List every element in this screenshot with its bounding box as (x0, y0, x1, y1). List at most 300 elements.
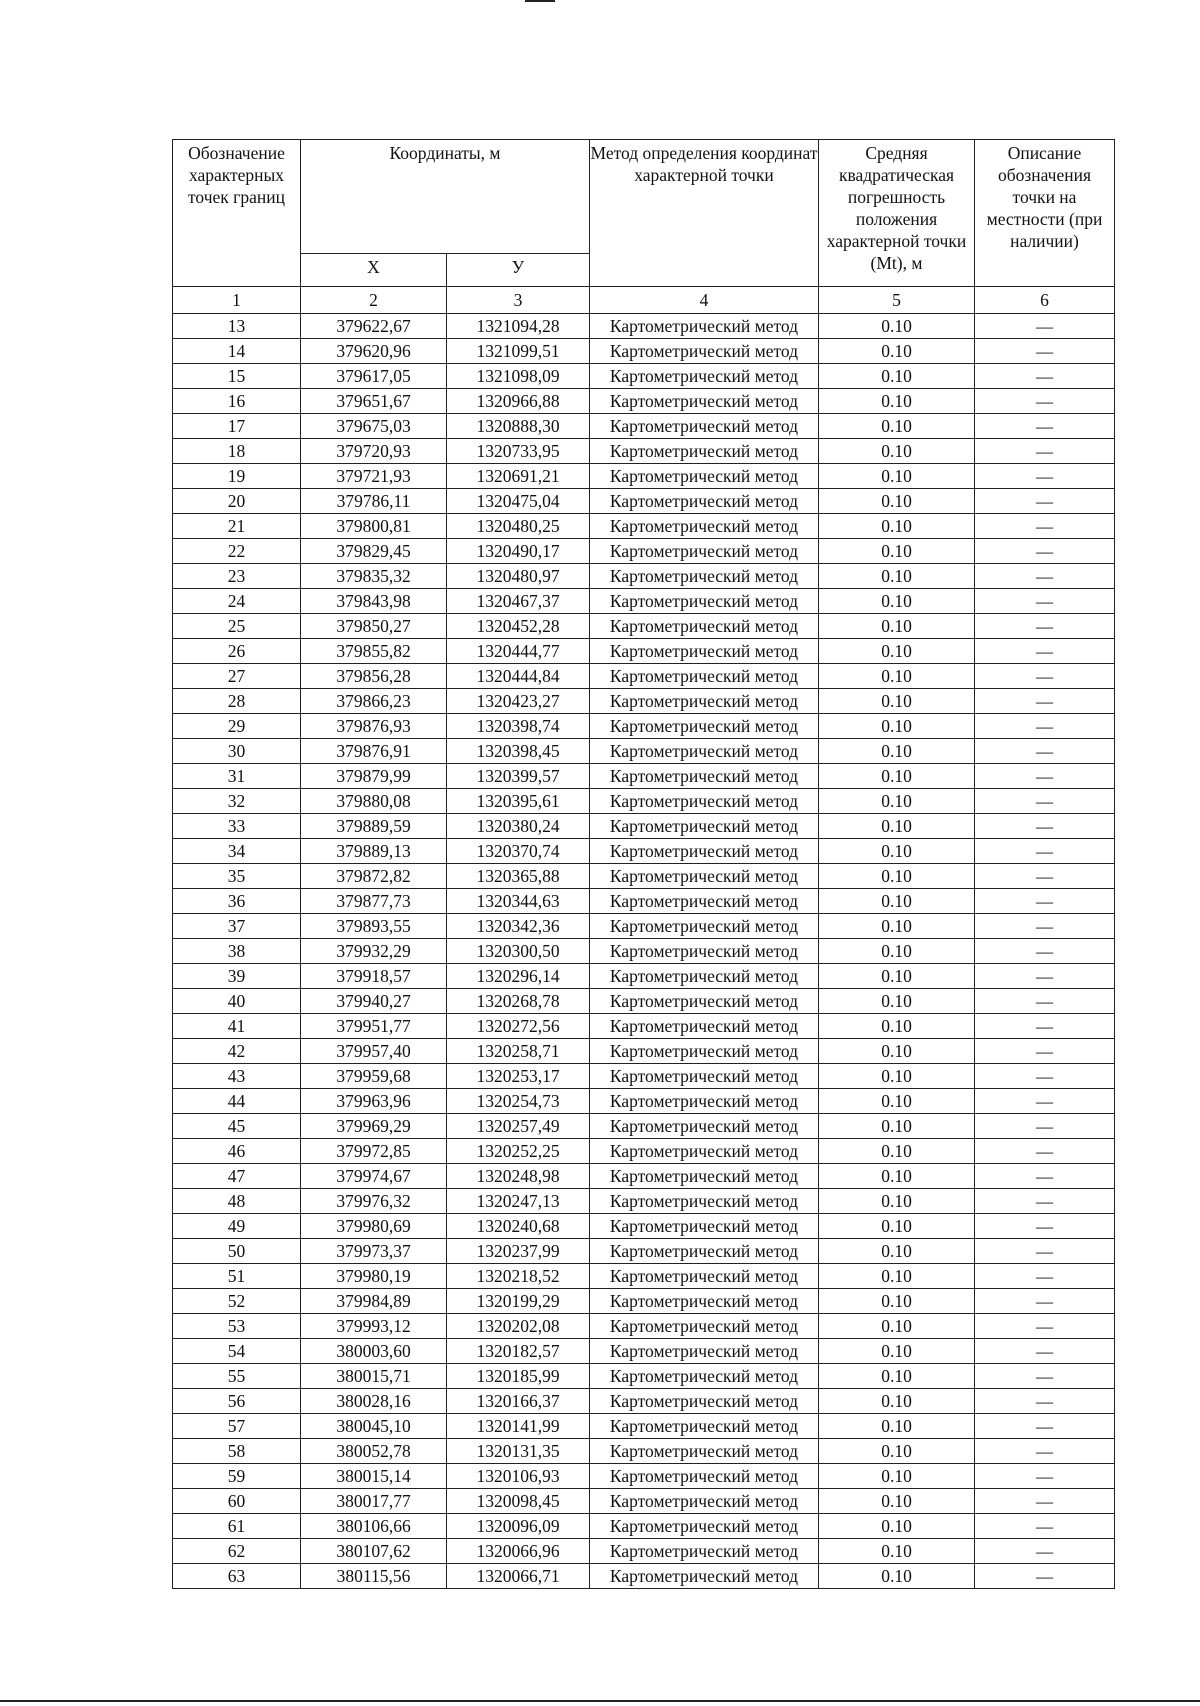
page-top-mark (525, 0, 555, 2)
method-cell: Картометрический метод (590, 1264, 819, 1289)
coord-x-cell: 379720,93 (301, 439, 447, 464)
method-cell: Картометрический метод (590, 614, 819, 639)
point-id-cell: 28 (173, 689, 301, 714)
description-cell: — (975, 864, 1115, 889)
error-cell: 0.10 (819, 339, 975, 364)
error-cell: 0.10 (819, 964, 975, 989)
coord-x-cell: 379972,85 (301, 1139, 447, 1164)
coord-y-cell: 1320182,57 (447, 1339, 590, 1364)
coord-y-cell: 1320365,88 (447, 864, 590, 889)
method-cell: Картометрический метод (590, 1564, 819, 1589)
point-id-cell: 23 (173, 564, 301, 589)
error-cell: 0.10 (819, 789, 975, 814)
point-id-cell: 56 (173, 1389, 301, 1414)
table-row (173, 1114, 1115, 1139)
coord-y-cell: 1320202,08 (447, 1314, 590, 1339)
point-id-cell: 57 (173, 1414, 301, 1439)
table-row (173, 1564, 1115, 1589)
coord-y-cell: 1320096,09 (447, 1514, 590, 1539)
coord-x-cell: 379957,40 (301, 1039, 447, 1064)
description-cell: — (975, 989, 1115, 1014)
point-id-cell: 46 (173, 1139, 301, 1164)
coord-x-cell: 379866,23 (301, 689, 447, 714)
description-cell: — (975, 1064, 1115, 1089)
table-row (173, 489, 1115, 514)
coord-y-cell: 1320257,49 (447, 1114, 590, 1139)
method-cell: Картометрический метод (590, 1214, 819, 1239)
coord-y-cell: 1320240,68 (447, 1214, 590, 1239)
coord-x-cell: 380115,56 (301, 1564, 447, 1589)
error-cell: 0.10 (819, 1014, 975, 1039)
coord-x-cell: 380052,78 (301, 1439, 447, 1464)
table-row (173, 1289, 1115, 1314)
method-cell: Картометрический метод (590, 839, 819, 864)
table-row (173, 889, 1115, 914)
point-id-cell: 47 (173, 1164, 301, 1189)
coord-x-cell: 380045,10 (301, 1414, 447, 1439)
error-cell: 0.10 (819, 564, 975, 589)
method-cell: Картометрический метод (590, 939, 819, 964)
description-cell: — (975, 564, 1115, 589)
coord-x-cell: 379980,19 (301, 1264, 447, 1289)
coord-y-cell: 1320252,25 (447, 1139, 590, 1164)
error-cell: 0.10 (819, 714, 975, 739)
method-cell: Картометрический метод (590, 739, 819, 764)
description-cell: — (975, 964, 1115, 989)
method-cell: Картометрический метод (590, 714, 819, 739)
error-cell: 0.10 (819, 1539, 975, 1564)
method-cell: Картометрический метод (590, 339, 819, 364)
coord-x-cell: 379856,28 (301, 664, 447, 689)
error-cell: 0.10 (819, 1214, 975, 1239)
coord-y-cell: 1320141,99 (447, 1414, 590, 1439)
error-cell: 0.10 (819, 1314, 975, 1339)
point-id-cell: 17 (173, 414, 301, 439)
coord-y-cell: 1320185,99 (447, 1364, 590, 1389)
coord-y-cell: 1320398,74 (447, 714, 590, 739)
table-row (173, 414, 1115, 439)
column-number-row (173, 287, 1115, 314)
error-cell: 0.10 (819, 1139, 975, 1164)
coord-x-cell: 379617,05 (301, 364, 447, 389)
column-number: 5 (819, 287, 975, 314)
point-id-cell: 19 (173, 464, 301, 489)
error-cell: 0.10 (819, 864, 975, 889)
description-cell: — (975, 839, 1115, 864)
method-cell: Картометрический метод (590, 989, 819, 1014)
coord-y-cell: 1320399,57 (447, 764, 590, 789)
method-cell: Картометрический метод (590, 1164, 819, 1189)
coord-y-cell: 1320452,28 (447, 614, 590, 639)
coord-y-cell: 1320370,74 (447, 839, 590, 864)
description-cell: — (975, 739, 1115, 764)
header-y: У (447, 254, 590, 287)
error-cell: 0.10 (819, 989, 975, 1014)
table-row (173, 589, 1115, 614)
table-row (173, 514, 1115, 539)
point-id-cell: 37 (173, 914, 301, 939)
header-coordinates: Координаты, м (301, 140, 590, 254)
header-method: Метод определения координат характерной точки (590, 140, 819, 287)
coord-y-cell: 1320272,56 (447, 1014, 590, 1039)
coordinates-table (172, 139, 1115, 1589)
point-id-cell: 55 (173, 1364, 301, 1389)
error-cell: 0.10 (819, 839, 975, 864)
point-id-cell: 34 (173, 839, 301, 864)
point-id-cell: 60 (173, 1489, 301, 1514)
point-id-cell: 24 (173, 589, 301, 614)
description-cell: — (975, 1214, 1115, 1239)
error-cell: 0.10 (819, 464, 975, 489)
method-cell: Картометрический метод (590, 889, 819, 914)
error-cell: 0.10 (819, 539, 975, 564)
point-id-cell: 18 (173, 439, 301, 464)
table-row (173, 989, 1115, 1014)
error-cell: 0.10 (819, 1089, 975, 1114)
point-id-cell: 53 (173, 1314, 301, 1339)
method-cell: Картометрический метод (590, 539, 819, 564)
method-cell: Картометрический метод (590, 639, 819, 664)
table-row (173, 1539, 1115, 1564)
description-cell: — (975, 1514, 1115, 1539)
method-cell: Картометрический метод (590, 964, 819, 989)
coord-y-cell: 1320490,17 (447, 539, 590, 564)
coord-y-cell: 1320300,50 (447, 939, 590, 964)
coord-x-cell: 379963,96 (301, 1089, 447, 1114)
method-cell: Картометрический метод (590, 689, 819, 714)
coord-x-cell: 379976,32 (301, 1189, 447, 1214)
point-id-cell: 15 (173, 364, 301, 389)
description-cell: — (975, 414, 1115, 439)
coord-y-cell: 1321098,09 (447, 364, 590, 389)
error-cell: 0.10 (819, 414, 975, 439)
coord-x-cell: 380028,16 (301, 1389, 447, 1414)
method-cell: Картометрический метод (590, 464, 819, 489)
error-cell: 0.10 (819, 1389, 975, 1414)
coord-x-cell: 379893,55 (301, 914, 447, 939)
coord-y-cell: 1320691,21 (447, 464, 590, 489)
error-cell: 0.10 (819, 389, 975, 414)
column-number: 4 (590, 287, 819, 314)
method-cell: Картометрический метод (590, 1414, 819, 1439)
coord-y-cell: 1320098,45 (447, 1489, 590, 1514)
table-row (173, 464, 1115, 489)
table-row (173, 1464, 1115, 1489)
table-row (173, 1214, 1115, 1239)
description-cell: — (975, 1239, 1115, 1264)
point-id-cell: 27 (173, 664, 301, 689)
error-cell: 0.10 (819, 1439, 975, 1464)
error-cell: 0.10 (819, 639, 975, 664)
point-id-cell: 30 (173, 739, 301, 764)
coord-x-cell: 379918,57 (301, 964, 447, 989)
point-id-cell: 25 (173, 614, 301, 639)
coord-y-cell: 1320395,61 (447, 789, 590, 814)
point-id-cell: 21 (173, 514, 301, 539)
coord-y-cell: 1320444,84 (447, 664, 590, 689)
table-row (173, 1239, 1115, 1264)
method-cell: Картометрический метод (590, 314, 819, 339)
coord-y-cell: 1320733,95 (447, 439, 590, 464)
coord-y-cell: 1320199,29 (447, 1289, 590, 1314)
coord-x-cell: 380015,14 (301, 1464, 447, 1489)
point-id-cell: 45 (173, 1114, 301, 1139)
table-row (173, 1514, 1115, 1539)
point-id-cell: 31 (173, 764, 301, 789)
table-row (173, 1389, 1115, 1414)
table-row (173, 339, 1115, 364)
table-row (173, 839, 1115, 864)
table-row (173, 1314, 1115, 1339)
error-cell: 0.10 (819, 1039, 975, 1064)
table-row (173, 439, 1115, 464)
point-id-cell: 48 (173, 1189, 301, 1214)
description-cell: — (975, 1289, 1115, 1314)
table-row (173, 1189, 1115, 1214)
error-cell: 0.10 (819, 914, 975, 939)
method-cell: Картометрический метод (590, 589, 819, 614)
table-row (173, 764, 1115, 789)
description-cell: — (975, 614, 1115, 639)
description-cell: — (975, 364, 1115, 389)
point-id-cell: 62 (173, 1539, 301, 1564)
method-cell: Картометрический метод (590, 364, 819, 389)
point-id-cell: 61 (173, 1514, 301, 1539)
method-cell: Картометрический метод (590, 1089, 819, 1114)
coord-y-cell: 1320444,77 (447, 639, 590, 664)
coord-x-cell: 379829,45 (301, 539, 447, 564)
table-row (173, 714, 1115, 739)
table-row (173, 1439, 1115, 1464)
description-cell: — (975, 1389, 1115, 1414)
method-cell: Картометрический метод (590, 1439, 819, 1464)
coord-x-cell: 379675,03 (301, 414, 447, 439)
point-id-cell: 41 (173, 1014, 301, 1039)
description-cell: — (975, 939, 1115, 964)
coord-y-cell: 1320480,25 (447, 514, 590, 539)
description-cell: — (975, 714, 1115, 739)
column-number: 2 (301, 287, 447, 314)
table-row (173, 1264, 1115, 1289)
table-row (173, 914, 1115, 939)
column-number: 1 (173, 287, 301, 314)
description-cell: — (975, 1414, 1115, 1439)
error-cell: 0.10 (819, 739, 975, 764)
table-row (173, 739, 1115, 764)
point-id-cell: 16 (173, 389, 301, 414)
coord-y-cell: 1320380,24 (447, 814, 590, 839)
coord-x-cell: 379973,37 (301, 1239, 447, 1264)
point-id-cell: 51 (173, 1264, 301, 1289)
method-cell: Картометрический метод (590, 914, 819, 939)
point-id-cell: 33 (173, 814, 301, 839)
error-cell: 0.10 (819, 1514, 975, 1539)
table-row (173, 539, 1115, 564)
table-row (173, 789, 1115, 814)
coord-x-cell: 379876,91 (301, 739, 447, 764)
coord-y-cell: 1320268,78 (447, 989, 590, 1014)
coord-y-cell: 1320296,14 (447, 964, 590, 989)
table-row (173, 389, 1115, 414)
coord-x-cell: 379889,13 (301, 839, 447, 864)
description-cell: — (975, 664, 1115, 689)
description-cell: — (975, 539, 1115, 564)
coord-x-cell: 380015,71 (301, 1364, 447, 1389)
coord-x-cell: 379880,08 (301, 789, 447, 814)
coord-x-cell: 379850,27 (301, 614, 447, 639)
table-row (173, 1089, 1115, 1114)
method-cell: Картометрический метод (590, 1539, 819, 1564)
table-row (173, 814, 1115, 839)
method-cell: Картометрический метод (590, 1039, 819, 1064)
point-id-cell: 40 (173, 989, 301, 1014)
error-cell: 0.10 (819, 1489, 975, 1514)
point-id-cell: 29 (173, 714, 301, 739)
header-description: Описание обозначения точки на местности (при наличии) (975, 140, 1115, 287)
description-cell: — (975, 1264, 1115, 1289)
description-cell: — (975, 489, 1115, 514)
coord-y-cell: 1320253,17 (447, 1064, 590, 1089)
coord-y-cell: 1320888,30 (447, 414, 590, 439)
coord-y-cell: 1321094,28 (447, 314, 590, 339)
coord-y-cell: 1320248,98 (447, 1164, 590, 1189)
table-row (173, 689, 1115, 714)
error-cell: 0.10 (819, 1164, 975, 1189)
error-cell: 0.10 (819, 1189, 975, 1214)
coord-x-cell: 379835,32 (301, 564, 447, 589)
description-cell: — (975, 439, 1115, 464)
method-cell: Картометрический метод (590, 1339, 819, 1364)
description-cell: — (975, 814, 1115, 839)
coord-x-cell: 379800,81 (301, 514, 447, 539)
point-id-cell: 22 (173, 539, 301, 564)
coord-x-cell: 379959,68 (301, 1064, 447, 1089)
header-error: Средняя квадратическая погрешность положения характерной точки (Mt), м (819, 140, 975, 287)
coord-x-cell: 379721,93 (301, 464, 447, 489)
method-cell: Картометрический метод (590, 514, 819, 539)
table-row (173, 1364, 1115, 1389)
coord-y-cell: 1320467,37 (447, 589, 590, 614)
description-cell: — (975, 1539, 1115, 1564)
table-row (173, 1039, 1115, 1064)
error-cell: 0.10 (819, 1364, 975, 1389)
coord-x-cell: 379872,82 (301, 864, 447, 889)
point-id-cell: 59 (173, 1464, 301, 1489)
header-x: X (301, 254, 447, 287)
coord-y-cell: 1320258,71 (447, 1039, 590, 1064)
coord-y-cell: 1321099,51 (447, 339, 590, 364)
description-cell: — (975, 339, 1115, 364)
coord-x-cell: 379993,12 (301, 1314, 447, 1339)
header-point: Обозначение характерных точек границ (173, 140, 301, 287)
error-cell: 0.10 (819, 1064, 975, 1089)
coord-y-cell: 1320247,13 (447, 1189, 590, 1214)
coord-x-cell: 380106,66 (301, 1514, 447, 1539)
point-id-cell: 54 (173, 1339, 301, 1364)
description-cell: — (975, 1139, 1115, 1164)
method-cell: Картометрический метод (590, 1139, 819, 1164)
error-cell: 0.10 (819, 1464, 975, 1489)
point-id-cell: 26 (173, 639, 301, 664)
table-row (173, 1064, 1115, 1089)
table-row (173, 1489, 1115, 1514)
method-cell: Картометрический метод (590, 1464, 819, 1489)
error-cell: 0.10 (819, 314, 975, 339)
description-cell: — (975, 1189, 1115, 1214)
table-body (173, 314, 1115, 1589)
error-cell: 0.10 (819, 589, 975, 614)
table-row (173, 314, 1115, 339)
error-cell: 0.10 (819, 439, 975, 464)
method-cell: Картометрический метод (590, 1289, 819, 1314)
coord-y-cell: 1320237,99 (447, 1239, 590, 1264)
table-row (173, 639, 1115, 664)
description-cell: — (975, 1014, 1115, 1039)
error-cell: 0.10 (819, 889, 975, 914)
table-row (173, 1164, 1115, 1189)
method-cell: Картометрический метод (590, 1239, 819, 1264)
coord-y-cell: 1320344,63 (447, 889, 590, 914)
coord-x-cell: 379651,67 (301, 389, 447, 414)
point-id-cell: 42 (173, 1039, 301, 1064)
method-cell: Картометрический метод (590, 564, 819, 589)
point-id-cell: 50 (173, 1239, 301, 1264)
table-row (173, 864, 1115, 889)
error-cell: 0.10 (819, 514, 975, 539)
description-cell: — (975, 1339, 1115, 1364)
description-cell: — (975, 764, 1115, 789)
error-cell: 0.10 (819, 1264, 975, 1289)
description-cell: — (975, 514, 1115, 539)
method-cell: Картометрический метод (590, 789, 819, 814)
point-id-cell: 43 (173, 1064, 301, 1089)
coord-x-cell: 379951,77 (301, 1014, 447, 1039)
coord-x-cell: 379980,69 (301, 1214, 447, 1239)
error-cell: 0.10 (819, 814, 975, 839)
coord-x-cell: 379786,11 (301, 489, 447, 514)
error-cell: 0.10 (819, 1239, 975, 1264)
coord-x-cell: 379876,93 (301, 714, 447, 739)
method-cell: Картометрический метод (590, 1114, 819, 1139)
description-cell: — (975, 1164, 1115, 1189)
method-cell: Картометрический метод (590, 439, 819, 464)
coord-y-cell: 1320066,71 (447, 1564, 590, 1589)
table-row (173, 1414, 1115, 1439)
table-row (173, 1339, 1115, 1364)
description-cell: — (975, 464, 1115, 489)
coord-x-cell: 380107,62 (301, 1539, 447, 1564)
point-id-cell: 63 (173, 1564, 301, 1589)
column-number: 6 (975, 287, 1115, 314)
description-cell: — (975, 689, 1115, 714)
method-cell: Картометрический метод (590, 389, 819, 414)
point-id-cell: 52 (173, 1289, 301, 1314)
error-cell: 0.10 (819, 1114, 975, 1139)
error-cell: 0.10 (819, 1564, 975, 1589)
description-cell: — (975, 1464, 1115, 1489)
coord-x-cell: 379932,29 (301, 939, 447, 964)
coord-y-cell: 1320475,04 (447, 489, 590, 514)
coord-x-cell: 379889,59 (301, 814, 447, 839)
description-cell: — (975, 389, 1115, 414)
error-cell: 0.10 (819, 1339, 975, 1364)
table-row (173, 614, 1115, 639)
point-id-cell: 36 (173, 889, 301, 914)
point-id-cell: 44 (173, 1089, 301, 1114)
method-cell: Картометрический метод (590, 1514, 819, 1539)
point-id-cell: 13 (173, 314, 301, 339)
coord-x-cell: 379879,99 (301, 764, 447, 789)
